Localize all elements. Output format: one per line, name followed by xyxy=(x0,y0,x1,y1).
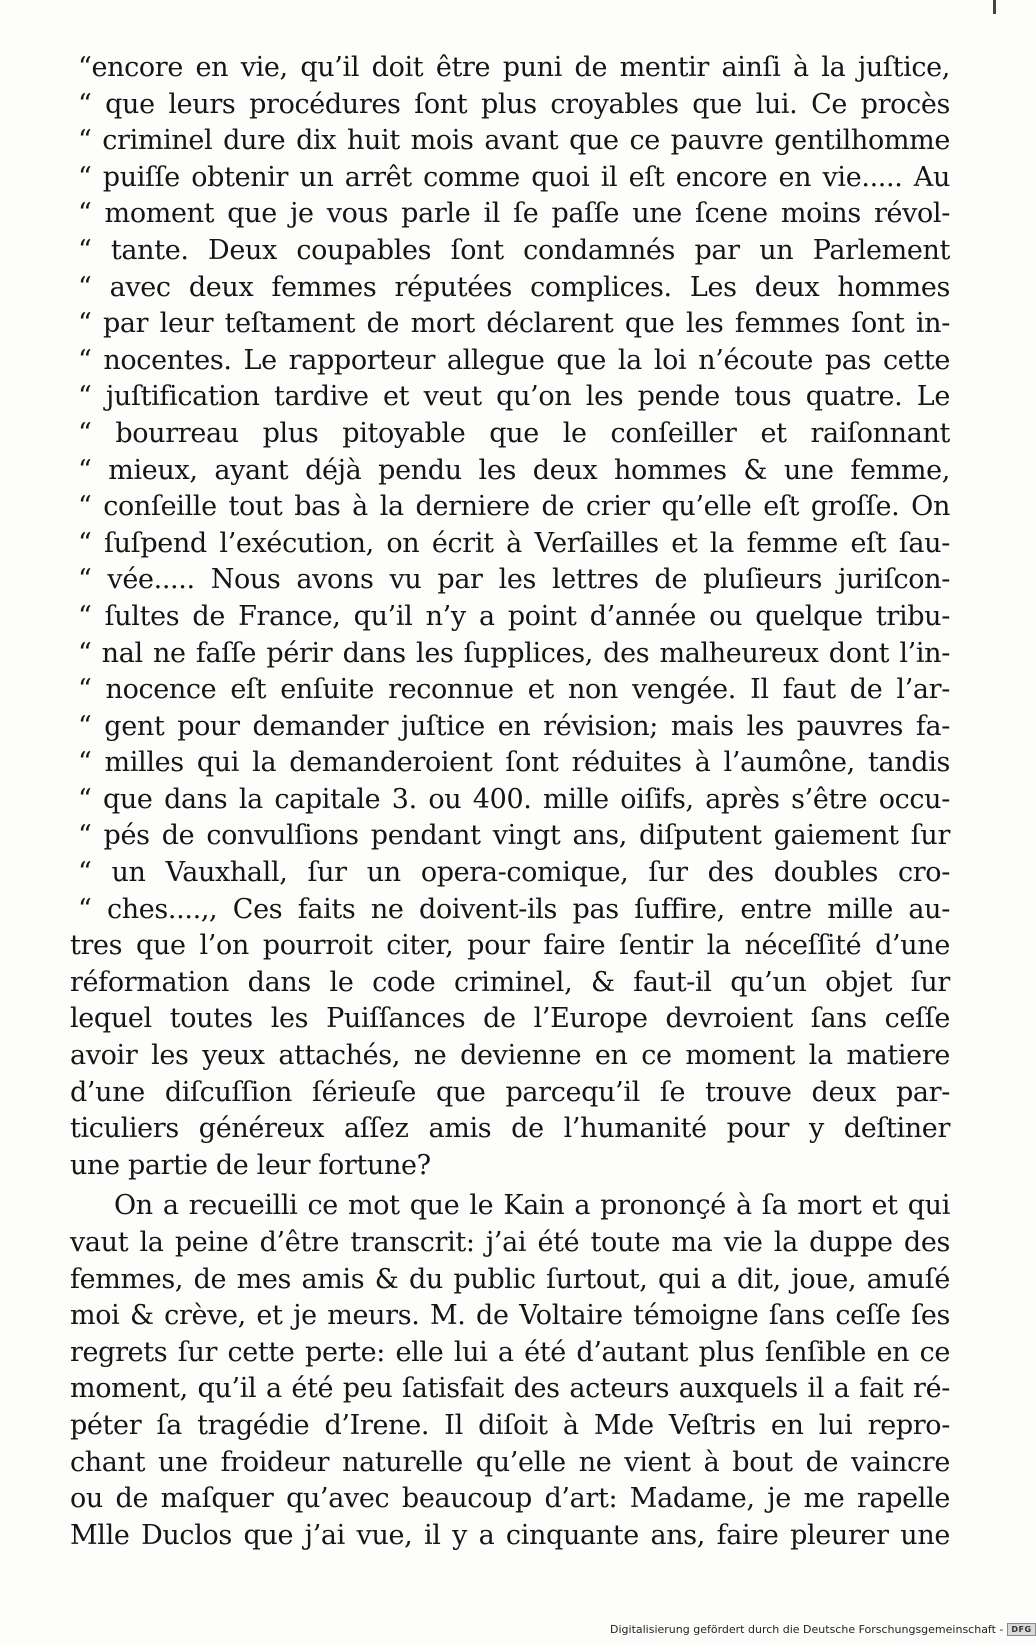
text-line: “ gent pour demander juſtice en révision; mais les pauvres fa- xyxy=(78,710,950,742)
text-line: “ ches....,, Ces faits ne doivent-ils pas ſuffire, entre mille au- xyxy=(78,893,950,925)
credit-text: Digitalisierung gefördert durch die Deutsche Forschungsgemeinschaft - xyxy=(610,1623,1004,1636)
text-line: “ ſultes de France, qu’il n’y a point d’année ou quelque tribu- xyxy=(78,600,950,632)
text-line: réformation dans le code criminel, & faut-il qu’un objet ſur xyxy=(70,966,950,998)
text-line: “ conſeille tout bas à la derniere de crier qu’elle eſt groſſe. On xyxy=(78,491,950,523)
text-line: péter ſa tragédie d’Irene. Il diſoit à Mde Veſtris en lui repro- xyxy=(70,1409,950,1441)
page-edge-mark xyxy=(993,0,996,14)
text-line: moi & crève, et je meurs. M. de Voltaire témoigne ſans ceſſe ſes xyxy=(70,1300,950,1332)
text-line: chant une froideur naturelle qu’elle ne vient à bout de vaincre xyxy=(70,1446,950,1478)
text-line: “ que leurs procédures ſont plus croyables que lui. Ce procès xyxy=(78,88,950,120)
text-line: “ nocence eſt enſuite reconnue et non vengée. Il faut de l’ar- xyxy=(78,674,950,706)
text-line: “ juſtification tardive et veut qu’on les pende tous quatre. Le xyxy=(78,381,950,413)
text-line: femmes, de mes amis & du public ſurtout, qui a dit, joue, amuſé xyxy=(70,1263,950,1295)
text-line: “ avec deux femmes réputées complices. Les deux hommes xyxy=(78,271,950,303)
text-line: “ criminel dure dix huit mois avant que ce pauvre gentilhomme xyxy=(78,125,950,157)
text-line: d’une diſcuſſion ſérieuſe que parcequ’il ſe trouve deux par- xyxy=(70,1076,950,1108)
text-line: regrets ſur cette perte: elle lui a été d’autant plus ſenſible en ce xyxy=(70,1336,950,1368)
text-line: tres que l’on pourroit citer, pour faire ſentir la néceſſité d’une xyxy=(70,930,950,962)
text-line: ou de maſquer qu’avec beaucoup d’art: Madame, je me rapelle xyxy=(70,1483,950,1515)
text-line: “ par leur teſtament de mort déclarent que les femmes ſont in- xyxy=(78,308,950,340)
paragraph-start-line: On a recueilli ce mot que le Kain a prononçé à ſa mort et qui xyxy=(114,1190,950,1222)
text-line: “ vée..... Nous avons vu par les lettres de pluſieurs juriſcon- xyxy=(78,564,950,596)
text-line: “ ſuſpend l’exécution, on écrit à Verſailles et la femme eſt ſau- xyxy=(78,527,950,559)
text-line: vaut la peine d’être transcrit: j’ai été toute ma vie la duppe des xyxy=(70,1227,950,1258)
text-line: “ un Vauxhall, ſur un opera-comique, ſur des doubles cro- xyxy=(78,857,950,889)
text-line: “ nocentes. Le rapporteur allegue que la loi n’écoute pas cette xyxy=(78,344,950,376)
digitization-credit xyxy=(610,1623,1036,1636)
text-line: lequel toutes les Puiſſances de l’Europe devroient ſans ceſſe xyxy=(70,1003,950,1035)
text-line: “ moment que je vous parle il ſe paſſe une ſcene moins révol- xyxy=(78,198,950,230)
text-line: “ pés de convulſions pendant vingt ans, diſputent gaiement ſur xyxy=(78,820,950,852)
text-line: avoir les yeux attachés, ne devienne en ce moment la matiere xyxy=(70,1040,950,1072)
book-page-text xyxy=(70,50,950,1554)
text-line: “ tante. Deux coupables ſont condamnés par un Parlement xyxy=(78,234,950,266)
text-line: Mlle Duclos que j’ai vue, il y a cinquante ans, faire pleurer une xyxy=(70,1519,950,1551)
text-line: “ bourreau plus pitoyable que le conſeiller et raiſonnant xyxy=(78,417,950,449)
text-line: “ mieux, ayant déjà pendu les deux hommes & une femme, xyxy=(78,454,950,486)
text-line: ticuliers généreux aſſez amis de l’humanité pour y deſtiner xyxy=(70,1113,950,1145)
text-line: “ puiſſe obtenir un arrêt comme quoi il eſt encore en vie..... Au xyxy=(78,161,950,193)
dfg-logo-icon: DFG xyxy=(1007,1623,1035,1636)
text-line: “encore en vie, qu’il doit être puni de mentir ainſi à la juſtice, xyxy=(78,52,950,83)
paragraph-end-line: une partie de leur fortune? xyxy=(70,1149,431,1181)
text-line: “ milles qui la demanderoient ſont réduites à l’aumône, tandis xyxy=(78,747,950,779)
text-line: “ que dans la capitale 3. ou 400. mille oiſifs, après s’être occu- xyxy=(78,783,950,815)
text-line: moment, qu’il a été peu ſatisfait des acteurs auxquels il a fait ré- xyxy=(70,1373,950,1405)
text-line: “ nal ne faſſe périr dans les ſupplices, des malheureux dont l’in- xyxy=(78,637,950,669)
